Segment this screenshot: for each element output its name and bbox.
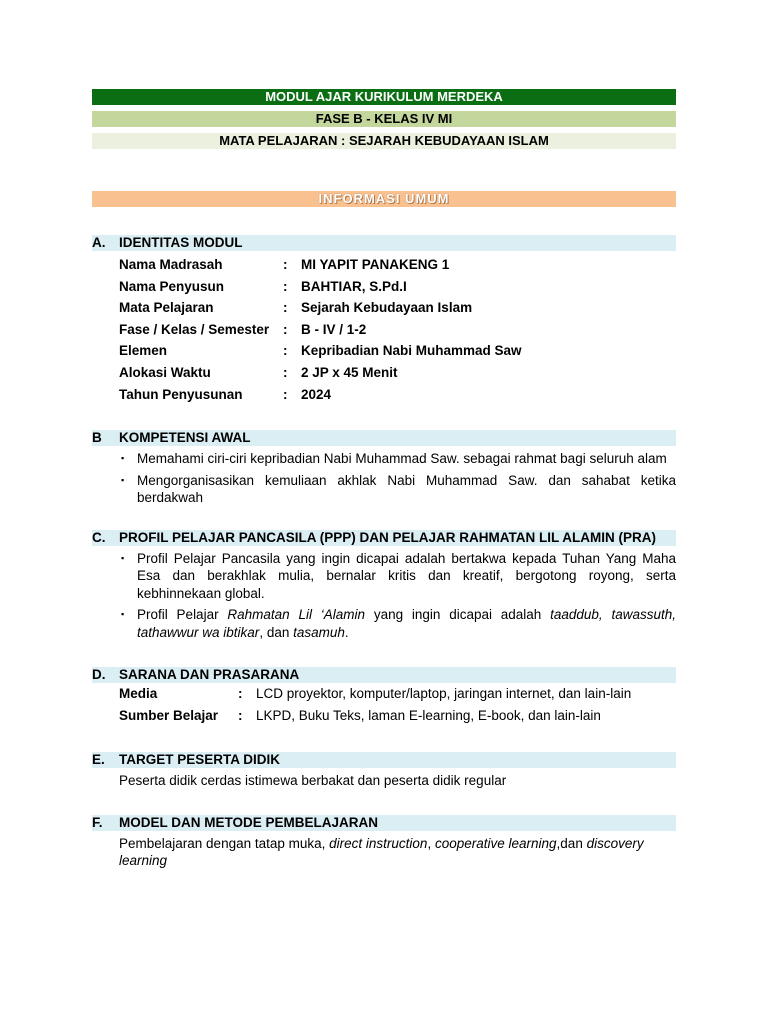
section-header (92, 752, 676, 768)
profile-list (92, 550, 676, 642)
section-title: SARANA DAN PRASARANA (119, 667, 300, 683)
list-item (119, 550, 676, 603)
bullet-icon: ▪ (121, 474, 125, 485)
row-value: Kepribadian Nabi Muhammad Saw (301, 343, 522, 359)
row-value: Sejarah Kebudayaan Islam (301, 300, 473, 316)
list-item (119, 606, 676, 641)
identity-row-penyusun (92, 276, 676, 298)
list-item (119, 472, 676, 507)
module-title-bar: MODUL AJAR KURIKULUM MERDEKA (92, 89, 676, 105)
row-value: BAHTIAR, S.Pd.I (301, 278, 407, 294)
section-header (92, 530, 676, 546)
section-header (92, 667, 676, 683)
row-separator: : (283, 364, 288, 380)
section-header (92, 430, 676, 446)
identity-row-mata-pelajaran (92, 297, 676, 319)
row-key: Nama Penyusun (119, 278, 225, 294)
row-value: MI YAPIT PANAKENG 1 (301, 257, 450, 272)
section-title: KOMPETENSI AWAL (119, 430, 251, 446)
row-key: Fase / Kelas / Semester (119, 321, 270, 337)
row-value: LCD proyektor, komputer/laptop, jaringan internet, dan lain-lain (256, 686, 632, 702)
row-key: Elemen (119, 343, 168, 359)
italic-term: discovery learning (119, 835, 644, 869)
identity-row-alokasi-waktu (92, 362, 676, 384)
identity-row-elemen (92, 340, 676, 362)
identity-row-fase-kelas (92, 319, 676, 341)
row-separator: : (283, 257, 288, 272)
row-key: Media (119, 686, 158, 702)
row-separator: : (283, 343, 288, 359)
section-target-peserta (92, 752, 676, 790)
row-key: Alokasi Waktu (119, 364, 211, 380)
section-profil-pelajar (92, 530, 676, 642)
section-header (92, 815, 676, 831)
row-key: Sumber Belajar (119, 708, 219, 724)
italic-term: tasamuh (293, 624, 345, 640)
section-letter: E. (92, 752, 105, 768)
competence-list (92, 450, 676, 507)
section-title: PROFIL PELAJAR PANCASILA (PPP) DAN PELAJAR RAHMATAN LIL ALAMIN (PRA) (119, 529, 657, 545)
row-value: 2 JP x 45 Menit (301, 364, 398, 380)
row-value: 2024 (301, 386, 332, 402)
section-sarana-prasarana (92, 667, 676, 727)
row-separator: : (283, 321, 288, 337)
row-separator: : (283, 386, 288, 402)
section-kompetensi-awal (92, 430, 676, 507)
italic-term: taaddub, tawassuth, tathawwur wa ibtikar (137, 607, 677, 640)
section-title: MODEL DAN METODE PEMBELAJARAN (119, 814, 379, 830)
row-value: LKPD, Buku Teks, laman E-learning, E-book, dan lain-lain (256, 708, 601, 724)
identity-row-tahun (92, 384, 676, 406)
method-text: Pembelajaran dengan tatap muka, direct instruction, cooperative learning,dan discovery learning (119, 835, 644, 869)
row-separator: : (238, 708, 243, 724)
list-item-text: Profil Pelajar Rahmatan Lil ‘Alamin yang ingin dicapai adalah taaddub, tawassuth, tathawwur wa ibtikar, dan tasamuh. (137, 607, 677, 640)
section-letter: A. (92, 235, 106, 250)
section-letter: F. (92, 814, 103, 830)
section-letter: D. (92, 667, 106, 683)
italic-term: direct instruction (329, 835, 428, 851)
facility-row-sumber-belajar (92, 705, 676, 727)
row-separator: : (283, 300, 288, 316)
target-text: Peserta didik cerdas istimewa berbakat dan peserta didik regular (119, 773, 507, 789)
document-page (92, 89, 676, 870)
bullet-icon: ▪ (121, 552, 125, 563)
section-letter: B (92, 430, 102, 446)
fase-bar: FASE B - KELAS IV MI (92, 111, 676, 127)
list-item-text: Profil Pelajar Pancasila yang ingin dicapai adalah bertakwa kepada Tuhan Yang Maha Esa dan berakhlak mulia, bernalar kritis dan kreatif, bergotong royong, serta kebhinnekaan global. (137, 550, 676, 601)
list-item (119, 450, 676, 468)
bullet-icon: ▪ (121, 609, 125, 620)
row-separator: : (238, 686, 243, 702)
section-title: IDENTITAS MODUL (119, 235, 243, 250)
row-separator: : (283, 278, 288, 294)
row-key: Tahun Penyusunan (119, 386, 243, 402)
row-value: B - IV / 1-2 (301, 321, 367, 337)
italic-term: cooperative learning (434, 835, 557, 851)
section-identitas-modul (92, 235, 676, 405)
row-key: Mata Pelajaran (119, 300, 214, 316)
section-model-metode (92, 815, 676, 870)
section-title: TARGET PESERTA DIDIK (119, 752, 281, 768)
facility-row-media (92, 683, 676, 705)
section-letter: C. (92, 529, 106, 545)
row-key: Nama Madrasah (119, 257, 223, 272)
identity-row-madrasah (92, 254, 676, 276)
subject-bar: MATA PELAJARAN : SEJARAH KEBUDAYAAN ISLAM (92, 133, 676, 149)
bullet-icon: ▪ (121, 453, 125, 464)
section-header (92, 235, 676, 251)
list-item-text: Mengorganisasikan kemuliaan akhlak Nabi Muhammad Saw. dan sahabat ketika berdakwah (137, 472, 676, 506)
list-item-text: Memahami ciri-ciri kepribadian Nabi Muhammad Saw. sebagai rahmat bagi seluruh alam (137, 451, 667, 467)
general-info-bar: INFORMASI UMUM (92, 191, 676, 207)
italic-term: Rahmatan Lil ‘Alamin (227, 607, 366, 623)
